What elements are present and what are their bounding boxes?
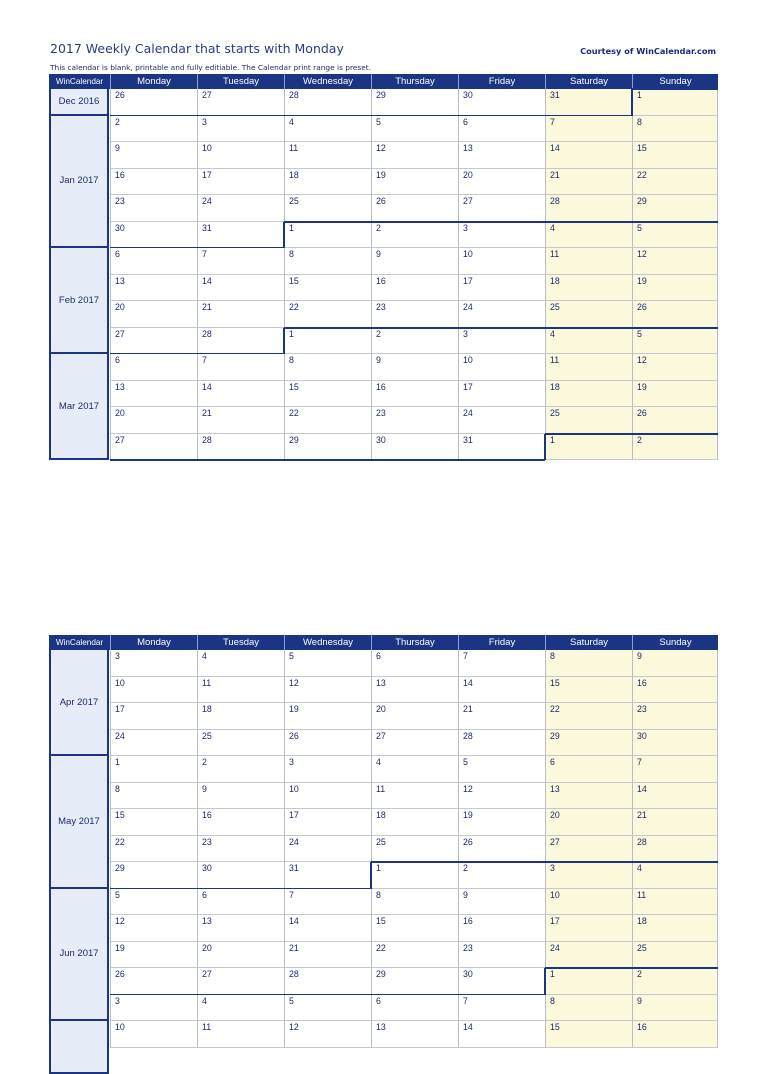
day-cell-sunday[interactable]: 9	[632, 650, 718, 677]
day-cell-sunday[interactable]: 14	[632, 783, 718, 810]
day-cell-saturday[interactable]: 10	[545, 889, 632, 916]
month-boundary-line	[284, 327, 718, 329]
day-cell-monday[interactable]: 1	[110, 756, 197, 783]
day-cell-friday[interactable]: 14	[458, 677, 545, 704]
day-cell-thursday[interactable]: 4	[371, 756, 458, 783]
day-cell-sunday[interactable]: 21	[632, 809, 718, 836]
day-cell-thursday[interactable]: 23	[371, 407, 458, 434]
day-cell-friday[interactable]: 10	[458, 354, 545, 381]
day-cell-wednesday[interactable]: 21	[284, 942, 371, 969]
column-header-tuesday: Tuesday	[197, 74, 284, 89]
day-cell-thursday[interactable]: 12	[371, 142, 458, 169]
day-cell-thursday[interactable]: 9	[371, 248, 458, 275]
month-boundary-line	[370, 862, 372, 889]
month-boundary-line	[283, 222, 285, 249]
day-cell-sunday[interactable]: 16	[632, 1021, 718, 1048]
column-header-wednesday: Wednesday	[284, 635, 371, 650]
day-cell-wednesday[interactable]: 31	[284, 862, 371, 889]
day-cell-friday[interactable]: 16	[458, 915, 545, 942]
calendar-header-row	[49, 635, 718, 650]
day-cell-thursday[interactable]: 23	[371, 301, 458, 328]
month-boundary-line	[283, 328, 285, 355]
day-cell-monday[interactable]: 22	[110, 836, 197, 863]
month-label: Jan 2017	[49, 116, 109, 249]
month-label: Dec 2016	[49, 89, 109, 116]
day-cell-saturday[interactable]: 14	[545, 142, 632, 169]
day-cell-wednesday[interactable]: 10	[284, 783, 371, 810]
day-cell-tuesday[interactable]: 25	[197, 730, 284, 757]
column-header-wednesday: Wednesday	[284, 74, 371, 89]
day-cell-saturday[interactable]: 25	[545, 301, 632, 328]
month-label	[49, 1021, 109, 1074]
day-cell-saturday[interactable]: 15	[545, 1021, 632, 1048]
month-boundary-line	[632, 88, 718, 90]
day-cell-saturday[interactable]: 8	[545, 995, 632, 1022]
day-cell-saturday[interactable]: 22	[545, 703, 632, 730]
day-cell-saturday[interactable]: 24	[545, 942, 632, 969]
day-cell-friday[interactable]: 9	[458, 889, 545, 916]
day-cell-sunday[interactable]: 26	[632, 301, 718, 328]
day-cell-sunday[interactable]: 19	[632, 275, 718, 302]
day-cell-wednesday[interactable]: 11	[284, 142, 371, 169]
month-label: Mar 2017	[49, 354, 109, 460]
day-cell-saturday[interactable]: 28	[545, 195, 632, 222]
day-cell-sunday[interactable]: 29	[632, 195, 718, 222]
column-header-sunday: Sunday	[632, 74, 718, 89]
day-cell-monday[interactable]: 27	[110, 434, 197, 461]
day-cell-monday[interactable]: 17	[110, 703, 197, 730]
day-cell-monday[interactable]: 9	[110, 142, 197, 169]
day-cell-monday[interactable]: 8	[110, 783, 197, 810]
month-label: May 2017	[49, 756, 109, 889]
day-cell-sunday[interactable]: 9	[632, 995, 718, 1022]
day-cell-tuesday[interactable]: 30	[197, 862, 284, 889]
day-cell-saturday[interactable]: 3	[545, 862, 632, 889]
day-cell-friday[interactable]: 3	[458, 222, 545, 249]
day-cell-saturday[interactable]: 4	[545, 328, 632, 355]
day-cell-saturday[interactable]: 11	[545, 248, 632, 275]
day-cell-thursday[interactable]: 18	[371, 809, 458, 836]
day-cell-sunday[interactable]: 30	[632, 730, 718, 757]
day-cell-friday[interactable]: 12	[458, 783, 545, 810]
month-boundary-line	[110, 459, 545, 461]
day-cell-thursday[interactable]: 6	[371, 995, 458, 1022]
day-cell-friday[interactable]: 13	[458, 142, 545, 169]
day-cell-wednesday[interactable]: 25	[284, 195, 371, 222]
day-cell-monday[interactable]: 15	[110, 809, 197, 836]
day-cell-wednesday[interactable]: 1	[284, 328, 371, 355]
day-cell-wednesday[interactable]: 14	[284, 915, 371, 942]
day-cell-wednesday[interactable]: 22	[284, 301, 371, 328]
day-cell-wednesday[interactable]: 24	[284, 836, 371, 863]
day-cell-thursday[interactable]: 20	[371, 703, 458, 730]
column-header-thursday: Thursday	[371, 635, 458, 650]
day-cell-monday[interactable]: 16	[110, 169, 197, 196]
page-title: 2017 Weekly Calendar that starts with Monday	[50, 41, 344, 56]
column-header-saturday: Saturday	[545, 635, 632, 650]
calendar-grid	[49, 89, 718, 460]
day-cell-friday[interactable]: 5	[458, 756, 545, 783]
day-cell-wednesday[interactable]: 7	[284, 889, 371, 916]
day-cell-monday[interactable]: 26	[110, 89, 197, 116]
day-cell-saturday[interactable]: 27	[545, 836, 632, 863]
courtesy-link[interactable]: Courtesy of WinCalendar.com	[580, 46, 716, 56]
day-cell-saturday[interactable]: 29	[545, 730, 632, 757]
day-cell-wednesday[interactable]: 28	[284, 89, 371, 116]
day-cell-friday[interactable]: 17	[458, 275, 545, 302]
day-cell-sunday[interactable]: 2	[632, 434, 718, 461]
day-cell-friday[interactable]: 10	[458, 248, 545, 275]
day-cell-monday[interactable]: 27	[110, 328, 197, 355]
day-cell-monday[interactable]: 30	[110, 222, 197, 249]
day-cell-sunday[interactable]: 26	[632, 407, 718, 434]
column-header-thursday: Thursday	[371, 74, 458, 89]
day-cell-monday[interactable]: 24	[110, 730, 197, 757]
day-cell-saturday[interactable]: 31	[545, 89, 632, 116]
month-boundary-line	[544, 968, 546, 995]
day-cell-wednesday[interactable]: 19	[284, 703, 371, 730]
day-cell-sunday[interactable]: 16	[632, 677, 718, 704]
day-cell-thursday[interactable]: 27	[371, 730, 458, 757]
day-cell-friday[interactable]: 28	[458, 730, 545, 757]
day-cell-sunday[interactable]: 5	[632, 328, 718, 355]
day-cell-wednesday[interactable]: 8	[284, 248, 371, 275]
day-cell-tuesday[interactable]: 4	[197, 650, 284, 677]
day-cell-tuesday[interactable]: 16	[197, 809, 284, 836]
day-cell-monday[interactable]: 13	[110, 381, 197, 408]
day-cell-sunday[interactable]: 25	[632, 942, 718, 969]
day-cell-tuesday[interactable]: 20	[197, 942, 284, 969]
day-cell-wednesday[interactable]: 29	[284, 434, 371, 461]
day-cell-thursday[interactable]: 15	[371, 915, 458, 942]
day-cell-thursday[interactable]: 9	[371, 354, 458, 381]
day-cell-tuesday[interactable]: 27	[197, 968, 284, 995]
day-cell-thursday[interactable]: 29	[371, 89, 458, 116]
day-cell-tuesday[interactable]: 31	[197, 222, 284, 249]
day-cell-thursday[interactable]: 22	[371, 942, 458, 969]
day-cell-friday[interactable]: 23	[458, 942, 545, 969]
day-cell-sunday[interactable]: 19	[632, 381, 718, 408]
column-header-sunday: Sunday	[632, 635, 718, 650]
calendar-grid	[49, 650, 718, 1048]
day-cell-monday[interactable]: 26	[110, 968, 197, 995]
day-cell-sunday[interactable]: 4	[632, 862, 718, 889]
day-cell-sunday[interactable]: 2	[632, 968, 718, 995]
day-cell-monday[interactable]: 23	[110, 195, 197, 222]
page-subtitle: This calendar is blank, printable and fully editiable. The Calendar print range is preset.	[50, 63, 372, 72]
day-cell-sunday[interactable]: 5	[632, 222, 718, 249]
day-cell-tuesday[interactable]: 2	[197, 756, 284, 783]
day-cell-thursday[interactable]: 1	[371, 862, 458, 889]
day-cell-friday[interactable]: 3	[458, 328, 545, 355]
day-cell-friday[interactable]: 27	[458, 195, 545, 222]
month-boundary-line	[545, 433, 718, 435]
day-cell-friday[interactable]: 6	[458, 116, 545, 143]
day-cell-friday[interactable]: 30	[458, 89, 545, 116]
day-cell-wednesday[interactable]: 28	[284, 968, 371, 995]
day-cell-tuesday[interactable]: 18	[197, 703, 284, 730]
day-cell-tuesday[interactable]: 23	[197, 836, 284, 863]
month-boundary-line	[544, 434, 546, 461]
day-cell-thursday[interactable]: 25	[371, 836, 458, 863]
day-cell-saturday[interactable]: 4	[545, 222, 632, 249]
month-label: Jun 2017	[49, 889, 109, 1022]
day-cell-saturday[interactable]: 1	[545, 434, 632, 461]
day-cell-sunday[interactable]: 28	[632, 836, 718, 863]
calendar-header-row	[49, 74, 718, 89]
day-cell-monday[interactable]: 3	[110, 995, 197, 1022]
day-cell-saturday[interactable]: 11	[545, 354, 632, 381]
day-cell-monday[interactable]: 6	[110, 248, 197, 275]
day-cell-tuesday[interactable]: 14	[197, 381, 284, 408]
day-cell-sunday[interactable]: 8	[632, 116, 718, 143]
day-cell-friday[interactable]: 24	[458, 301, 545, 328]
day-cell-tuesday[interactable]: 11	[197, 1021, 284, 1048]
day-cell-monday[interactable]: 12	[110, 915, 197, 942]
day-cell-thursday[interactable]: 2	[371, 328, 458, 355]
day-cell-saturday[interactable]: 1	[545, 968, 632, 995]
day-cell-wednesday[interactable]: 5	[284, 650, 371, 677]
column-header-friday: Friday	[458, 635, 545, 650]
day-cell-wednesday[interactable]: 12	[284, 677, 371, 704]
month-boundary-line	[545, 967, 718, 969]
day-cell-friday[interactable]: 26	[458, 836, 545, 863]
day-cell-friday[interactable]: 2	[458, 862, 545, 889]
day-cell-saturday[interactable]: 20	[545, 809, 632, 836]
column-header-tuesday: Tuesday	[197, 635, 284, 650]
day-cell-sunday[interactable]: 1	[632, 89, 718, 116]
calendar-section-2	[49, 635, 718, 1048]
day-cell-friday[interactable]: 21	[458, 703, 545, 730]
day-cell-wednesday[interactable]: 8	[284, 354, 371, 381]
day-cell-sunday[interactable]: 11	[632, 889, 718, 916]
day-cell-wednesday[interactable]: 15	[284, 381, 371, 408]
day-cell-tuesday[interactable]: 14	[197, 275, 284, 302]
day-cell-monday[interactable]: 5	[110, 889, 197, 916]
day-cell-thursday[interactable]: 30	[371, 434, 458, 461]
day-cell-tuesday[interactable]: 3	[197, 116, 284, 143]
day-cell-thursday[interactable]: 16	[371, 275, 458, 302]
day-cell-saturday[interactable]: 18	[545, 381, 632, 408]
day-cell-friday[interactable]: 19	[458, 809, 545, 836]
day-cell-wednesday[interactable]: 15	[284, 275, 371, 302]
day-cell-sunday[interactable]: 7	[632, 756, 718, 783]
column-header-wincalendar: WinCalendar	[55, 638, 104, 647]
day-cell-thursday[interactable]: 11	[371, 783, 458, 810]
day-cell-saturday[interactable]: 13	[545, 783, 632, 810]
day-cell-thursday[interactable]: 6	[371, 650, 458, 677]
day-cell-monday[interactable]: 10	[110, 677, 197, 704]
day-cell-saturday[interactable]: 25	[545, 407, 632, 434]
day-cell-thursday[interactable]: 29	[371, 968, 458, 995]
day-cell-friday[interactable]: 20	[458, 169, 545, 196]
month-label: Apr 2017	[49, 650, 109, 756]
day-cell-saturday[interactable]: 18	[545, 275, 632, 302]
day-cell-thursday[interactable]: 2	[371, 222, 458, 249]
column-header-monday: Monday	[110, 74, 197, 89]
day-cell-monday[interactable]: 13	[110, 275, 197, 302]
day-cell-friday[interactable]: 31	[458, 434, 545, 461]
day-cell-tuesday[interactable]: 9	[197, 783, 284, 810]
day-cell-monday[interactable]: 3	[110, 650, 197, 677]
day-cell-thursday[interactable]: 26	[371, 195, 458, 222]
day-cell-monday[interactable]: 20	[110, 301, 197, 328]
day-cell-saturday[interactable]: 8	[545, 650, 632, 677]
day-cell-tuesday[interactable]: 4	[197, 995, 284, 1022]
day-cell-friday[interactable]: 30	[458, 968, 545, 995]
day-cell-tuesday[interactable]: 28	[197, 328, 284, 355]
day-cell-thursday[interactable]: 13	[371, 677, 458, 704]
day-cell-sunday[interactable]: 23	[632, 703, 718, 730]
day-cell-monday[interactable]: 29	[110, 862, 197, 889]
calendar-section-1	[49, 74, 718, 460]
day-cell-saturday[interactable]: 7	[545, 116, 632, 143]
day-cell-friday[interactable]: 7	[458, 995, 545, 1022]
day-cell-tuesday[interactable]: 21	[197, 407, 284, 434]
day-cell-wednesday[interactable]: 22	[284, 407, 371, 434]
day-cell-thursday[interactable]: 8	[371, 889, 458, 916]
month-boundary-line	[284, 221, 718, 223]
day-cell-friday[interactable]: 24	[458, 407, 545, 434]
day-cell-saturday[interactable]: 15	[545, 677, 632, 704]
day-cell-sunday[interactable]: 12	[632, 248, 718, 275]
day-cell-thursday[interactable]: 16	[371, 381, 458, 408]
day-cell-sunday[interactable]: 12	[632, 354, 718, 381]
day-cell-tuesday[interactable]: 7	[197, 248, 284, 275]
month-label: Feb 2017	[49, 248, 109, 354]
day-cell-tuesday[interactable]: 28	[197, 434, 284, 461]
column-header-friday: Friday	[458, 74, 545, 89]
day-cell-tuesday[interactable]: 21	[197, 301, 284, 328]
column-header-monday: Monday	[110, 635, 197, 650]
day-cell-monday[interactable]: 2	[110, 116, 197, 143]
month-boundary-line	[631, 89, 633, 116]
day-cell-wednesday[interactable]: 1	[284, 222, 371, 249]
day-cell-sunday[interactable]: 18	[632, 915, 718, 942]
day-cell-tuesday[interactable]: 11	[197, 677, 284, 704]
day-cell-monday[interactable]: 10	[110, 1021, 197, 1048]
day-cell-saturday[interactable]: 21	[545, 169, 632, 196]
day-cell-wednesday[interactable]: 12	[284, 1021, 371, 1048]
day-cell-friday[interactable]: 7	[458, 650, 545, 677]
day-cell-wednesday[interactable]: 18	[284, 169, 371, 196]
day-cell-wednesday[interactable]: 26	[284, 730, 371, 757]
day-cell-tuesday[interactable]: 24	[197, 195, 284, 222]
column-header-saturday: Saturday	[545, 74, 632, 89]
column-header-wincalendar: WinCalendar	[55, 77, 104, 86]
day-cell-tuesday[interactable]: 10	[197, 142, 284, 169]
day-cell-thursday[interactable]: 13	[371, 1021, 458, 1048]
day-cell-tuesday[interactable]: 17	[197, 169, 284, 196]
day-cell-monday[interactable]: 6	[110, 354, 197, 381]
day-cell-wednesday[interactable]: 5	[284, 995, 371, 1022]
day-cell-monday[interactable]: 19	[110, 942, 197, 969]
day-cell-thursday[interactable]: 19	[371, 169, 458, 196]
day-cell-wednesday[interactable]: 17	[284, 809, 371, 836]
day-cell-wednesday[interactable]: 3	[284, 756, 371, 783]
day-cell-saturday[interactable]: 17	[545, 915, 632, 942]
day-cell-monday[interactable]: 20	[110, 407, 197, 434]
day-cell-friday[interactable]: 14	[458, 1021, 545, 1048]
day-cell-tuesday[interactable]: 27	[197, 89, 284, 116]
day-cell-saturday[interactable]: 6	[545, 756, 632, 783]
day-cell-tuesday[interactable]: 13	[197, 915, 284, 942]
day-cell-tuesday[interactable]: 7	[197, 354, 284, 381]
day-cell-sunday[interactable]: 22	[632, 169, 718, 196]
day-cell-thursday[interactable]: 5	[371, 116, 458, 143]
day-cell-friday[interactable]: 17	[458, 381, 545, 408]
day-cell-tuesday[interactable]: 6	[197, 889, 284, 916]
day-cell-wednesday[interactable]: 4	[284, 116, 371, 143]
day-cell-sunday[interactable]: 15	[632, 142, 718, 169]
month-boundary-line	[371, 861, 718, 863]
